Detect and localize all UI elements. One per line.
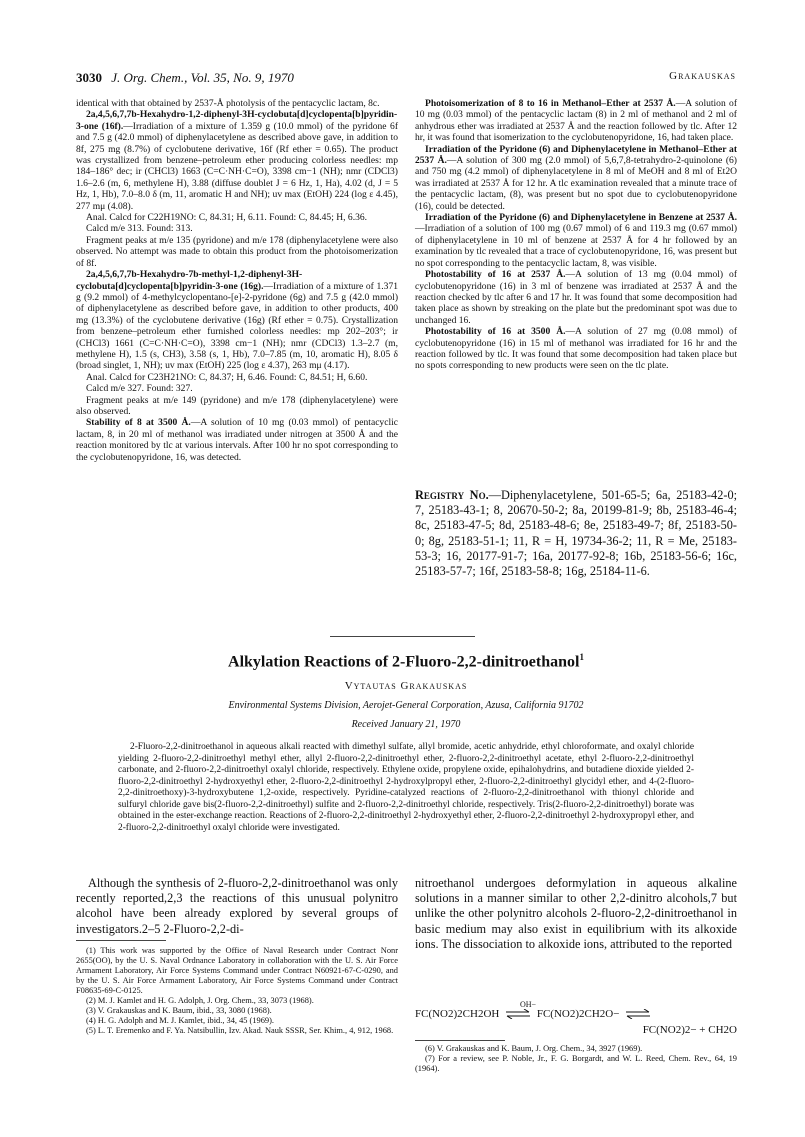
footnote-rule-right: [415, 1040, 505, 1041]
running-header: [76, 70, 736, 88]
article-title: Alkylation Reactions of 2-Fluoro-2,2-dinitroethanol$^1$: [228, 652, 584, 671]
equation-line-1: [415, 1008, 654, 1020]
footnotes-right: [415, 1044, 737, 1074]
footnote: (4) H. G. Adolph and M. J. Kamlet, ibid., 34, 45 (1969).: [86, 1016, 274, 1025]
paragraph: Calcd m/e 327. Found: 327.: [86, 383, 193, 395]
author-name: Vytautas Grakauskas: [344, 680, 468, 692]
footnote: (7) For a review, see P. Noble, Jr., F. G. Borgardt, and W. L. Reed, Chem. Rev., 64, 19 (1964).: [415, 1054, 737, 1073]
catalyst-label: OH−: [520, 1000, 537, 1009]
equilibrium-arrow-icon: [625, 1009, 651, 1019]
paragraph: Stability of 8 at 3500 Å.—A solution of 10 mg (0.03 mmol) of pentacyclic lactam, 8, in 20 ml of methanol was irradiated under nitrogen at 3500 Å and the reaction monitored by tlc at various intervals. After 100 hr no spot corresponding to the cyclobutenopyridone, 16, was detected.: [76, 417, 398, 463]
paragraph: Anal. Calcd for C22H19NO: C, 84.31; H, 6.11. Found: C, 84.45; H, 6.36.: [86, 212, 368, 224]
footnote: (6) V. Grakauskas and K. Baum, J. Org. Chem., 34, 3927 (1969).: [425, 1044, 643, 1053]
footnote: (3) V. Grakauskas and K. Baum, ibid., 33, 3080 (1968).: [86, 1006, 272, 1015]
paragraph: Calcd m/e 313. Found: 313.: [86, 223, 193, 235]
footnotes-left: [76, 946, 398, 1036]
paragraph: Irradiation of the Pyridone (6) and Diphenylacetylene in Benzene at 2537 Å.—Irradiation of a solution of 100 mg (0.67 mmol) of 6 and 119.3 mg (0.67 mmol) of diphenylacetylene in 10 ml of benzene at 2537 Å for 4 hr followed by an examination by tlc revealed that a trace of cyclobutenopyridone, 16, was present but no spot corresponding to the pentacyclic lactam, 8, was visible.: [415, 212, 737, 269]
intro-right: nitroethanol undergoes deformylation in aqueous alkaline solutions in a manner similar to other 2,2-dinitro alcohols,7 but unlike the other polynitro alcohols 2-fluoro-2,2-dinitroethanol in basic medium may also exist in equilibrium with its alkoxide ions. The dissociation to alkoxide ions, attributed to the reported: [415, 876, 737, 951]
page-number: 3030: [76, 70, 102, 85]
intro-left: Although the synthesis of 2-fluoro-2,2-dinitroethanol was only recently reported,2,3 the reactions of this unusual polynitro alcohol have been already explored by several groups of investigators.2–5 2-Fluoro-2,2-di-: [76, 876, 398, 936]
journal-citation: J. Org. Chem., Vol. 35, No. 9, 1970: [111, 70, 294, 85]
left-column-experimental: [76, 98, 398, 463]
paragraph: Photostability of 16 at 2537 Å.—A solution of 13 mg (0.04 mmol) of cyclobutenopyridone (16) in 3 ml of benzene was irradiated at 2537 Å and the reaction checked by tlc after 6 and 17 hr. It was found that some decomposition had taken place as shown by streaking on the plate but the predominant spot was due to unchanged 16.: [415, 269, 738, 326]
paragraph: Anal. Calcd for C23H21NO: C, 84.37; H, 6.46. Found: C, 84.51; H, 6.60.: [86, 371, 368, 383]
paragraph: Irradiation of the Pyridone (6) and Diphenylacetylene in Methanol–Ether at 2537 Å.—A solution of 300 mg (2.0 mmol) of 5,6,7,8-tetrahydro-2-quinolone (6) and 750 mg (4.2 mmol) of diphenylacetylene in 8 ml of MeOH and 8 ml of Et2O was irradiated at 2537 Å for 12 hr. A tlc examination revealed that a minute trace of the pentacyclic lactam, (8), was present but no spot due to cyclobutenopyridone (16), could be detected.: [415, 143, 737, 212]
paragraph: 2a,4,5,6,7,7b-Hexahydro-1,2-diphenyl-3H-cyclobuta[d]cyclopenta[b]pyridin-3-one (16f).—Irradiation of a mixture of 1.359 g (10.0 mmol) of the pyridone 6f and 7.5 g (42.0 mmol) of diphenylacetylene as described above gave, in addition to 8f, 275 mg (8.7%) of cyclobutene derivative, 16f (Rf ether = 0.65). The product was crystallized from benzene–petroleum ether producing colorless needles: mp 184–186° dec; ir (CHCl3) 1663 (C=C·NH·C=O), 3398 cm−1 (NH); nmr (CDCl3) 1.6–2.6 (m, 6, methylene H), 3.88 (diffuse doublet J = 6 Hz, 1, Ha), 4.02 (d, J = 5 Hz, 1, Hb), 7.0–8.0 δ (m, 11, aromatic H and NH); uv max (EtOH) 224 (log ε 4.45), 277 mμ (4.08).: [76, 109, 398, 212]
intermediate: FC(NO2)2CH2O−: [536, 1008, 620, 1020]
paragraph: Photoisomerization of 8 to 16 in Methanol–Ether at 2537 Å.—A solution of 10 mg (0.03 mmol) of the pentacyclic lactam (8) in 2 ml of methanol and 2 ml of anhydrous ether was irradiated at 2537 Å and the reaction followed by tlc. After 12 hr, it was found that isomerization to the cyclobutenopyridone, 16, had taken place.: [415, 98, 737, 144]
equation-line-2: FC(NO2)2− + CH2O: [642, 1024, 737, 1036]
equilibrium-equation: [415, 1000, 737, 1038]
running-head-author: Grakauskas: [669, 70, 736, 82]
paragraph: Fragment peaks at m/e 149 (pyridone) and m/e 178 (diphenylacetylene) were also observed.: [76, 394, 398, 417]
footnote: (1) This work was supported by the Office of Naval Research under Contract Nonr 2655(OO), by the U. S. Naval Ordnance Laboratory in collaboration with the U. S. Air Force Armament Laboratory, Air Force Systems Command under Contract N60921-67-C-0290, and by the U. S. Air Force Armament Laboratory, Air Force Systems Command under Contract F08635-69-C-0125.: [76, 946, 398, 995]
footnote-rule-left: [76, 940, 166, 941]
paragraph: identical with that obtained by 2537-Å photolysis of the pentacyclic lactam, 8c.: [76, 98, 380, 109]
footnote: (2) M. J. Kamlet and H. G. Adolph, J. Org. Chem., 33, 3073 (1968).: [86, 996, 314, 1005]
paragraph: Fragment peaks at m/e 135 (pyridone) and m/e 178 (diphenylacetylene were also observed. No attempt was made to obtain this product from the photoisomerization of 8f.: [76, 234, 398, 269]
affiliation: Environmental Systems Division, Aerojet-General Corporation, Azusa, California 91702: [228, 700, 584, 711]
title-footnote-marker: 1: [579, 652, 584, 662]
equilibrium-arrow-icon: [505, 1009, 531, 1019]
received-date: Received January 21, 1970: [351, 719, 461, 730]
paragraph: 2a,4,5,6,7,7b-Hexahydro-7b-methyl-1,2-diphenyl-3H-cyclobuta[d]cyclopenta[b]pyridin-3-one (16g).—Irradiation of a mixture of 1.371 g (9.2 mmol) of 4-methylcyclopentano-[e]-2-pyridone (6g) and 7.5 g (42.0 mmol) of diphenylacetylene as described before gave, in addition to other products, 400 mg (13.3%) of the cyclobutene derivative (16g) (Rf ether = 0.75). Crystallization from benzene–petroleum ether furnished colorless needles: mp 202–203°; ir (CHCl3) 1661 (C=C·NH·C=O), 3398 cm−1 (NH); nmr (CDCl3) 1.3–2.7 (m, methylene H), 1.5 (s, CH3), 3.58 (s, 1, Hb), 7.0–7.85 (m, 10, aromatic H), 8.05 δ (broad singlet, 1, NH); uv max (EtOH) 225 (log ε 4.37), 263 mμ (4.17).: [76, 269, 398, 372]
paragraph: Photostability of 16 at 3500 Å.—A solution of 27 mg (0.08 mmol) of cyclobutenopyridone (16) in 15 ml of methanol was irradiated for 16 hr and the reaction followed by tlc. It was found that some decomposition had taken place but no spots corresponding to new products were seen on the tlc plate.: [415, 326, 738, 372]
registry-label: Registry No.: [415, 488, 489, 502]
right-column-experimental: [415, 98, 737, 372]
footnote: (5) L. T. Eremenko and F. Ya. Natsibullin, Izv. Akad. Nauk SSSR, Ser. Khim., 4, 912, 1968.: [86, 1026, 394, 1035]
registry-numbers: [415, 488, 737, 579]
reactant: FC(NO2)2CH2OH: [415, 1008, 500, 1020]
registry-text: —Diphenylacetylene, 501-65-5; 6a, 25183-42-0; 7, 25183-43-1; 8, 20670-50-2; 8a, 20199-81-9; 8b, 25183-46-4; 8c, 25183-47-5; 8d, 25183-48-6; 8e, 25183-49-7; 8f, 25183-50-0; 8g, 25183-51-1; 11, R = H, 19734-36-2; 11, R = Me, 25183-53-3; 16, 20177-91-7; 16a, 20177-92-8; 16b, 25183-56-6; 16c, 25183-57-7; 16f, 25183-58-8; 16g, 25184-11-6.: [415, 488, 738, 579]
abstract: 2-Fluoro-2,2-dinitroethanol in aqueous alkali reacted with dimethyl sulfate, allyl bromide, acetic anhydride, ethyl chloroformate, and oxalyl chloride yielding 2-fluoro-2,2-dinitroethyl methyl ether, allyl 2-fluoro-2,2-dinitroethyl ether, 2-fluoro-2,2-dinitroethyl acetate, ethyl 2-fluoro-2,2-dinitroethyl carbonate, and 2-fluoro-2,2-dinitroethyl oxalyl chloride, respectively. Ethylene oxide, propylene oxide, epihalohydrins, and butadiene dioxide yielded 2-fluoro-2,2-dinitroethyl 2-hydroxyethyl ether, 2-fluoro-2,2-dinitroethyl 2-hydroxylpropyl ether, 2-fluoro-2,2-dinitroethyl glycidyl ether, and 4-(2-fluoro-2,2-dinitroethoxy)-3-hydroxybutene 1,2-oxide, respectively. Pyridine-catalyzed reactions of 2-fluoro-2,2-dinitroethanol with thionyl chloride and sulfuryl chloride gave bis(2-fluoro-2,2-dinitroethyl) sulfite and 2-fluoro-2,2-dinitroethyl chloride, respectively. Tris(2-fluoro-2,2-dinitroethyl) borate was obtained in the ester-exchange reaction. Reactions of 2-fluoro-2,2-dinitroethyl 2-hydroxyethyl ether, 2-fluoro-2,2-dinitroethyl 2-hydroxypropyl ether, and 2-fluoro-2,2-dinitroethyl oxalyl chloride were investigated.: [118, 742, 694, 833]
section-divider: [330, 636, 475, 637]
